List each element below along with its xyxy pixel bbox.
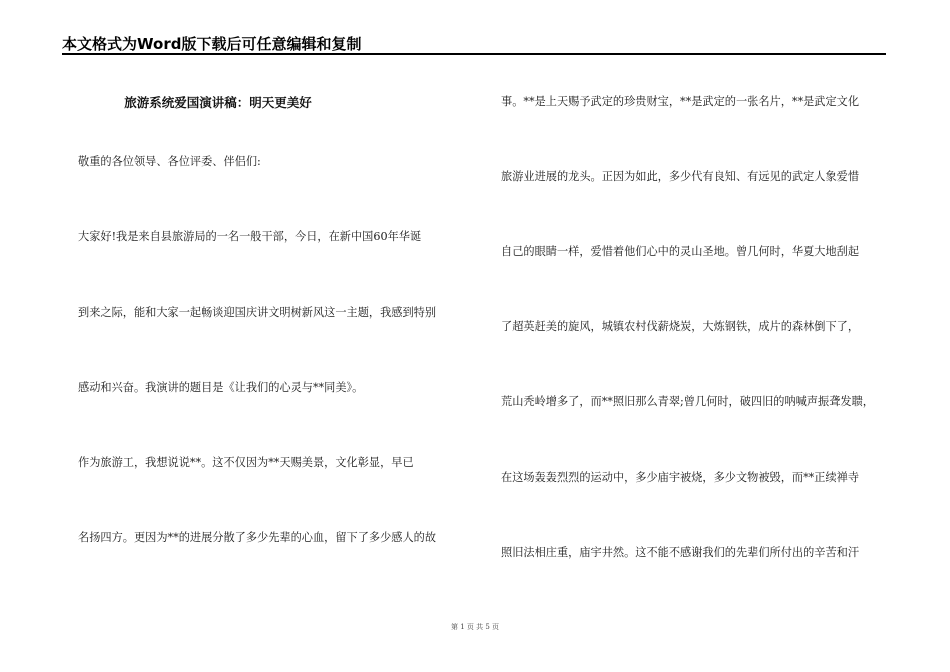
body-line: 作为旅游工，我想说说**。这不仅因为**天赐美景，文化彰显，早已 — [78, 456, 414, 469]
body-line: 在这场轰轰烈烈的运动中，多少庙宇被烧，多少文物被毁，而**正续禅寺 — [501, 471, 860, 484]
body-line: 到来之际，能和大家一起畅谈迎国庆讲文明树新风这一主题，我感到特别 — [78, 306, 437, 319]
document-title: 旅游系统爱国演讲稿：明天更美好 — [124, 95, 312, 110]
body-line: 名扬四方。更因为**的进展分散了多少先辈的心血，留下了多少感人的故 — [78, 531, 437, 544]
body-line: 荒山秃岭增多了，而**照旧那么青翠;曾几何时，破四旧的呐喊声振聋发聩， — [501, 395, 874, 408]
page-number: 第 1 页 共 5 页 — [450, 623, 500, 631]
body-line: 大家好!我是来自县旅游局的一名一般干部，今日，在新中国60年华诞 — [78, 230, 422, 243]
header-divider — [62, 53, 886, 55]
body-line: 旅游业进展的龙头。正因为如此，多少代有良知、有远见的武定人象爱惜 — [501, 170, 860, 183]
body-line: 照旧法相庄重，庙宇井然。这不能不感谢我们的先辈们所付出的辛苦和汗 — [501, 546, 860, 559]
body-line: 了超英赶美的旋风，城镇农村伐薪烧炭，大炼钢铁，成片的森林倒下了， — [501, 320, 860, 333]
body-line: 敬重的各位领导、各位评委、伴侣们: — [78, 155, 261, 168]
download-notice-header: 本文格式为Word版下载后可任意编辑和复制 — [62, 35, 362, 53]
body-line: 感动和兴奋。我演讲的题目是《让我们的心灵与**同美》。 — [78, 381, 364, 394]
body-line: 事。**是上天赐予武定的珍贵财宝，**是武定的一张名片，**是武定文化 — [501, 95, 860, 108]
body-line: 自己的眼睛一样，爱惜着他们心中的灵山圣地。曾几何时，华夏大地刮起 — [501, 245, 860, 258]
